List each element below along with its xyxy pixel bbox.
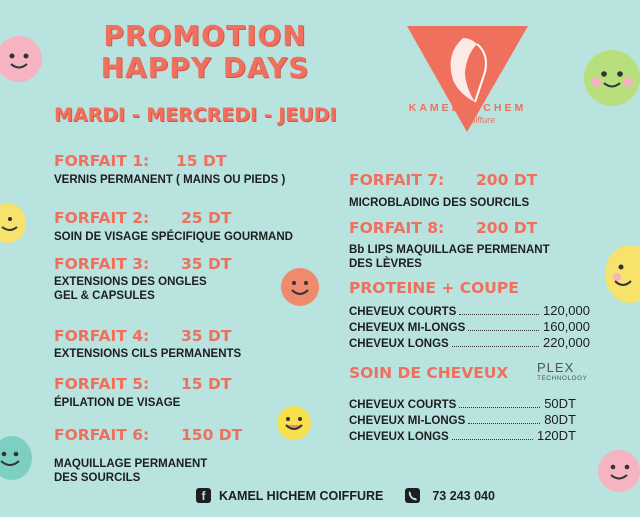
phone-number: 73 243 040 [432,488,495,503]
forfait-7-desc: MICROBLADING DES SOURCILS [349,197,530,209]
green-smiley-icon [584,50,640,106]
row-label: CHEVEUX LONGS [349,338,449,350]
forfait-label: FORFAIT 2: [54,209,150,227]
row-label: CHEVEUX MI-LONGS [349,322,466,334]
price-row [349,427,576,443]
desc-line-2: DES LÈVRES [349,258,422,270]
row-price: 220,000 [543,335,590,350]
forfait-label: FORFAIT 5: [54,375,150,393]
forfait-label: FORFAIT 1: [54,152,150,170]
facebook-icon: f [196,488,211,503]
soin-price-list [349,395,576,443]
forfait-3-desc [54,275,207,303]
days-label: MARDI - MERCREDI - JEUDI [54,104,337,126]
forfait-8-heading [349,219,537,237]
forfait-2-heading [54,209,231,227]
soin-title: SOIN DE CHEVEUX [349,364,509,382]
desc-line-2: GEL & CAPSULES [54,290,155,302]
forfait-price: 25 DT [181,209,232,227]
forfait-2-desc: SOIN DE VISAGE SPÉCIFIQUE GOURMAND [54,231,293,243]
coral-smiley-icon [281,268,319,306]
plex-sub: TECHNOLOGY [537,375,588,382]
row-price: 80DT [544,412,576,427]
teal-smiley-icon [0,436,32,480]
row-price: 50DT [544,396,576,411]
desc-line-1: MAQUILLAGE PERMANENT [54,458,208,470]
facebook-name: KAMEL HICHEM COIFFURE [219,488,384,503]
proteine-title: PROTEINE + COUPE [349,279,519,297]
forfait-6-heading [54,426,242,444]
price-row [349,318,590,334]
pink-smiley-bottom-icon [598,450,640,492]
forfait-6-desc [54,457,207,485]
forfait-price: 15 DT [176,152,227,170]
title-line-1: PROMOTION [103,19,307,52]
row-price: 120,000 [543,303,590,318]
forfait-label: FORFAIT 6: [54,426,150,444]
forfait-price: 35 DT [181,255,232,273]
forfait-price: 200 DT [476,171,538,189]
row-price: 120DT [536,428,576,443]
price-row [349,334,590,350]
forfait-label: FORFAIT 8: [349,219,445,237]
desc-line-2: DES SOURCILS [54,472,141,484]
yellow-smiley-icon [0,203,26,243]
plex-logo [537,360,588,382]
pink-smiley-icon [0,36,42,82]
forfait-8-desc [349,243,550,271]
plex-name: PLEX [537,360,575,375]
yellow-smiley-small-icon [277,406,311,440]
price-row [349,395,576,411]
forfait-5-heading [54,375,231,393]
row-label: CHEVEUX LONGS [349,431,449,443]
promo-title [80,20,330,84]
forfait-7-heading [349,171,537,189]
forfait-1-heading [54,152,226,170]
price-row [349,411,576,427]
proteine-price-list [349,302,590,350]
desc-line-1: EXTENSIONS DES ONGLES [54,276,207,288]
footer [196,488,495,503]
yellow-smiley-right-icon [605,245,640,303]
forfait-price: 15 DT [181,375,232,393]
forfait-3-heading [54,255,231,273]
forfait-price: 200 DT [476,219,538,237]
brand-sub: Coiffure [463,115,496,125]
row-price: 160,000 [543,319,590,334]
forfait-1-desc: VERNIS PERMANENT ( MAINS OU PIEDS ) [54,174,286,186]
row-label: CHEVEUX COURTS [349,399,457,411]
desc-line-1: Bb LIPS MAQUILLAGE PERMENANT [349,244,550,256]
forfait-4-desc: EXTENSIONS CILS PERMANENTS [54,348,242,360]
row-label: CHEVEUX MI-LONGS [349,415,466,427]
forfait-price: 35 DT [181,327,232,345]
forfait-5-desc: ÉPILATION DE VISAGE [54,397,181,409]
title-line-2: HAPPY DAYS [100,51,310,84]
forfait-label: FORFAIT 4: [54,327,150,345]
forfait-label: FORFAIT 3: [54,255,150,273]
brand-name: KAMEL HICHEM [408,102,527,114]
phone-icon [405,488,420,503]
price-row [349,302,590,318]
row-label: CHEVEUX COURTS [349,306,457,318]
forfait-label: FORFAIT 7: [349,171,445,189]
forfait-price: 150 DT [181,426,243,444]
forfait-4-heading [54,327,231,345]
